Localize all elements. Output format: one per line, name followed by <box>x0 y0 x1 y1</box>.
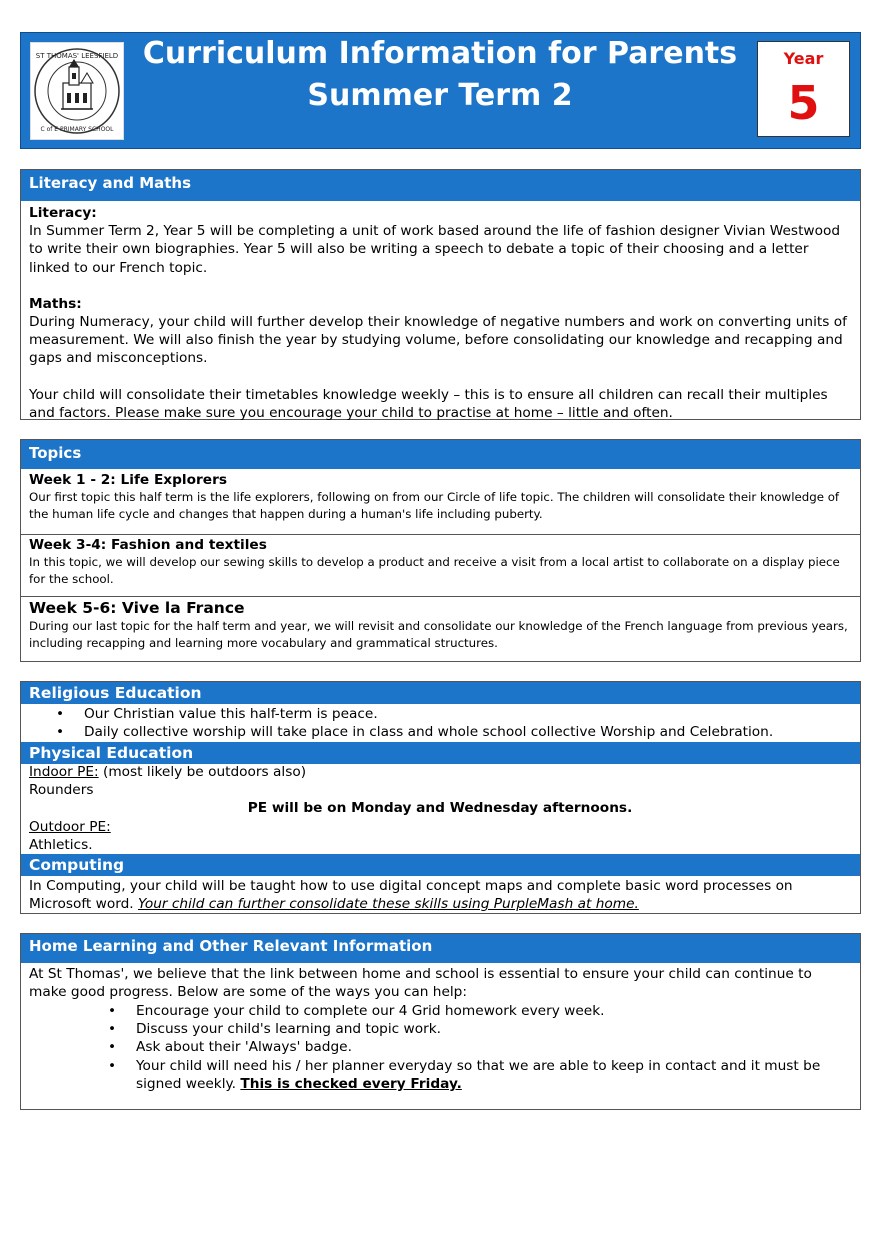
section-header: Computing <box>21 854 860 876</box>
computing-text: In Computing, your child will be taught how to use digital concept maps and complete basic word processes on Microsoft word. <box>29 878 793 913</box>
divider <box>21 596 860 597</box>
list-item <box>136 1057 846 1093</box>
outdoor-pe-label: Outdoor PE: <box>29 818 111 835</box>
list-item: • Encourage your child to complete our 4 Grid homework every week. <box>136 1002 846 1020</box>
year-label: Year <box>783 49 824 68</box>
svg-text:ST THOMAS' LEESFIELD: ST THOMAS' LEESFIELD <box>35 52 119 60</box>
timetables-text: Your child will consolidate their timetables knowledge weekly – this is to ensure all children can recall their multiples and factors. Please make sure you encourage your child to practise at home – little and often. <box>29 386 828 421</box>
topic-item <box>29 536 851 587</box>
topics-section <box>20 439 861 662</box>
literacy-heading: Literacy: <box>29 205 97 221</box>
maths-heading: Maths: <box>29 295 82 312</box>
topic-heading: Week 5-6: Vive la France <box>29 599 245 617</box>
section-header: Physical Education <box>21 742 860 764</box>
topic-text: Our first topic this half term is the life explorers, following on from our Circle of life topic. The children will consolidate their knowledge of the human life cycle and changes that happen during a human's life including puberty. <box>29 490 840 521</box>
topic-text: In this topic, we will develop our sewing skills to develop a product and receive a visit from a local artist to collaborate on a display piece for the school. <box>29 555 840 586</box>
list-item: • Discuss your child's learning and topic work. <box>136 1020 846 1038</box>
list-item: • Our Christian value this half-term is peace. <box>84 705 854 723</box>
home-learning-section <box>20 933 861 1110</box>
page-subtitle: Summer Term 2 <box>307 78 573 113</box>
indoor-pe-activity: Rounders <box>29 782 94 799</box>
list-item: • Ask about their 'Always' badge. <box>136 1038 846 1056</box>
section-header: Literacy and Maths <box>21 170 860 201</box>
year-number: 5 <box>787 76 820 130</box>
svg-text:C of E PRIMARY SCHOOL: C of E PRIMARY SCHOOL <box>40 126 114 133</box>
literacy-maths-section <box>20 169 861 420</box>
topic-item <box>29 598 851 651</box>
section-header: Religious Education <box>21 682 860 704</box>
year-badge <box>757 41 850 137</box>
page-title: Curriculum Information for Parents <box>142 36 738 71</box>
topic-heading: Week 1 - 2: Life Explorers <box>29 472 227 488</box>
topic-heading: Week 3-4: Fashion and textiles <box>29 537 267 553</box>
home-learning-intro: At St Thomas', we believe that the link between home and school is essential to ensure your child can continue to make good progress. Below are some of the ways you can help: <box>29 966 812 1001</box>
computing-note: Your child can further consolidate these skills using PurpleMash at home. <box>138 896 639 913</box>
list-item: • Daily collective worship will take place in class and whole school collective Worship and Celebration. <box>84 723 854 741</box>
literacy-text: In Summer Term 2, Year 5 will be completing a unit of work based around the life of fashion designer Vivian Westwood to write their own biographies. Year 5 will also be writing a speech to debate a topic of their choosing and a letter linked to our French topic. <box>29 223 841 276</box>
indoor-pe-note: (most likely be outdoors also) <box>98 764 307 780</box>
planner-note: This is checked every Friday. <box>240 1075 462 1092</box>
re-pe-computing-section <box>20 681 861 914</box>
planner-text: Your child will need his / her planner everyday so that we are able to keep in contact and it must be signed weekly. <box>136 1057 821 1092</box>
outdoor-pe-activity: Athletics. <box>29 836 93 853</box>
re-list <box>84 705 854 741</box>
home-learning-list <box>136 1002 846 1093</box>
school-logo <box>30 42 124 140</box>
indoor-pe-label: Indoor PE: <box>29 764 99 780</box>
pe-days: PE will be on Monday and Wednesday afternoons. <box>247 800 633 817</box>
topic-item <box>29 471 851 522</box>
section-header: Home Learning and Other Relevant Information <box>21 934 860 963</box>
section-header: Topics <box>21 440 860 469</box>
topic-text: During our last topic for the half term and year, we will revisit and consolidate our knowledge of the French language from previous years, including recapping and learning more vocabulary and grammatical structures. <box>29 619 848 650</box>
maths-text: During Numeracy, your child will further develop their knowledge of negative numbers and work on converting units of measurement. We will also finish the year by studying volume, before consolidating our knowledge and recapping and gaps and misconceptions. <box>29 314 847 367</box>
divider <box>21 534 860 535</box>
